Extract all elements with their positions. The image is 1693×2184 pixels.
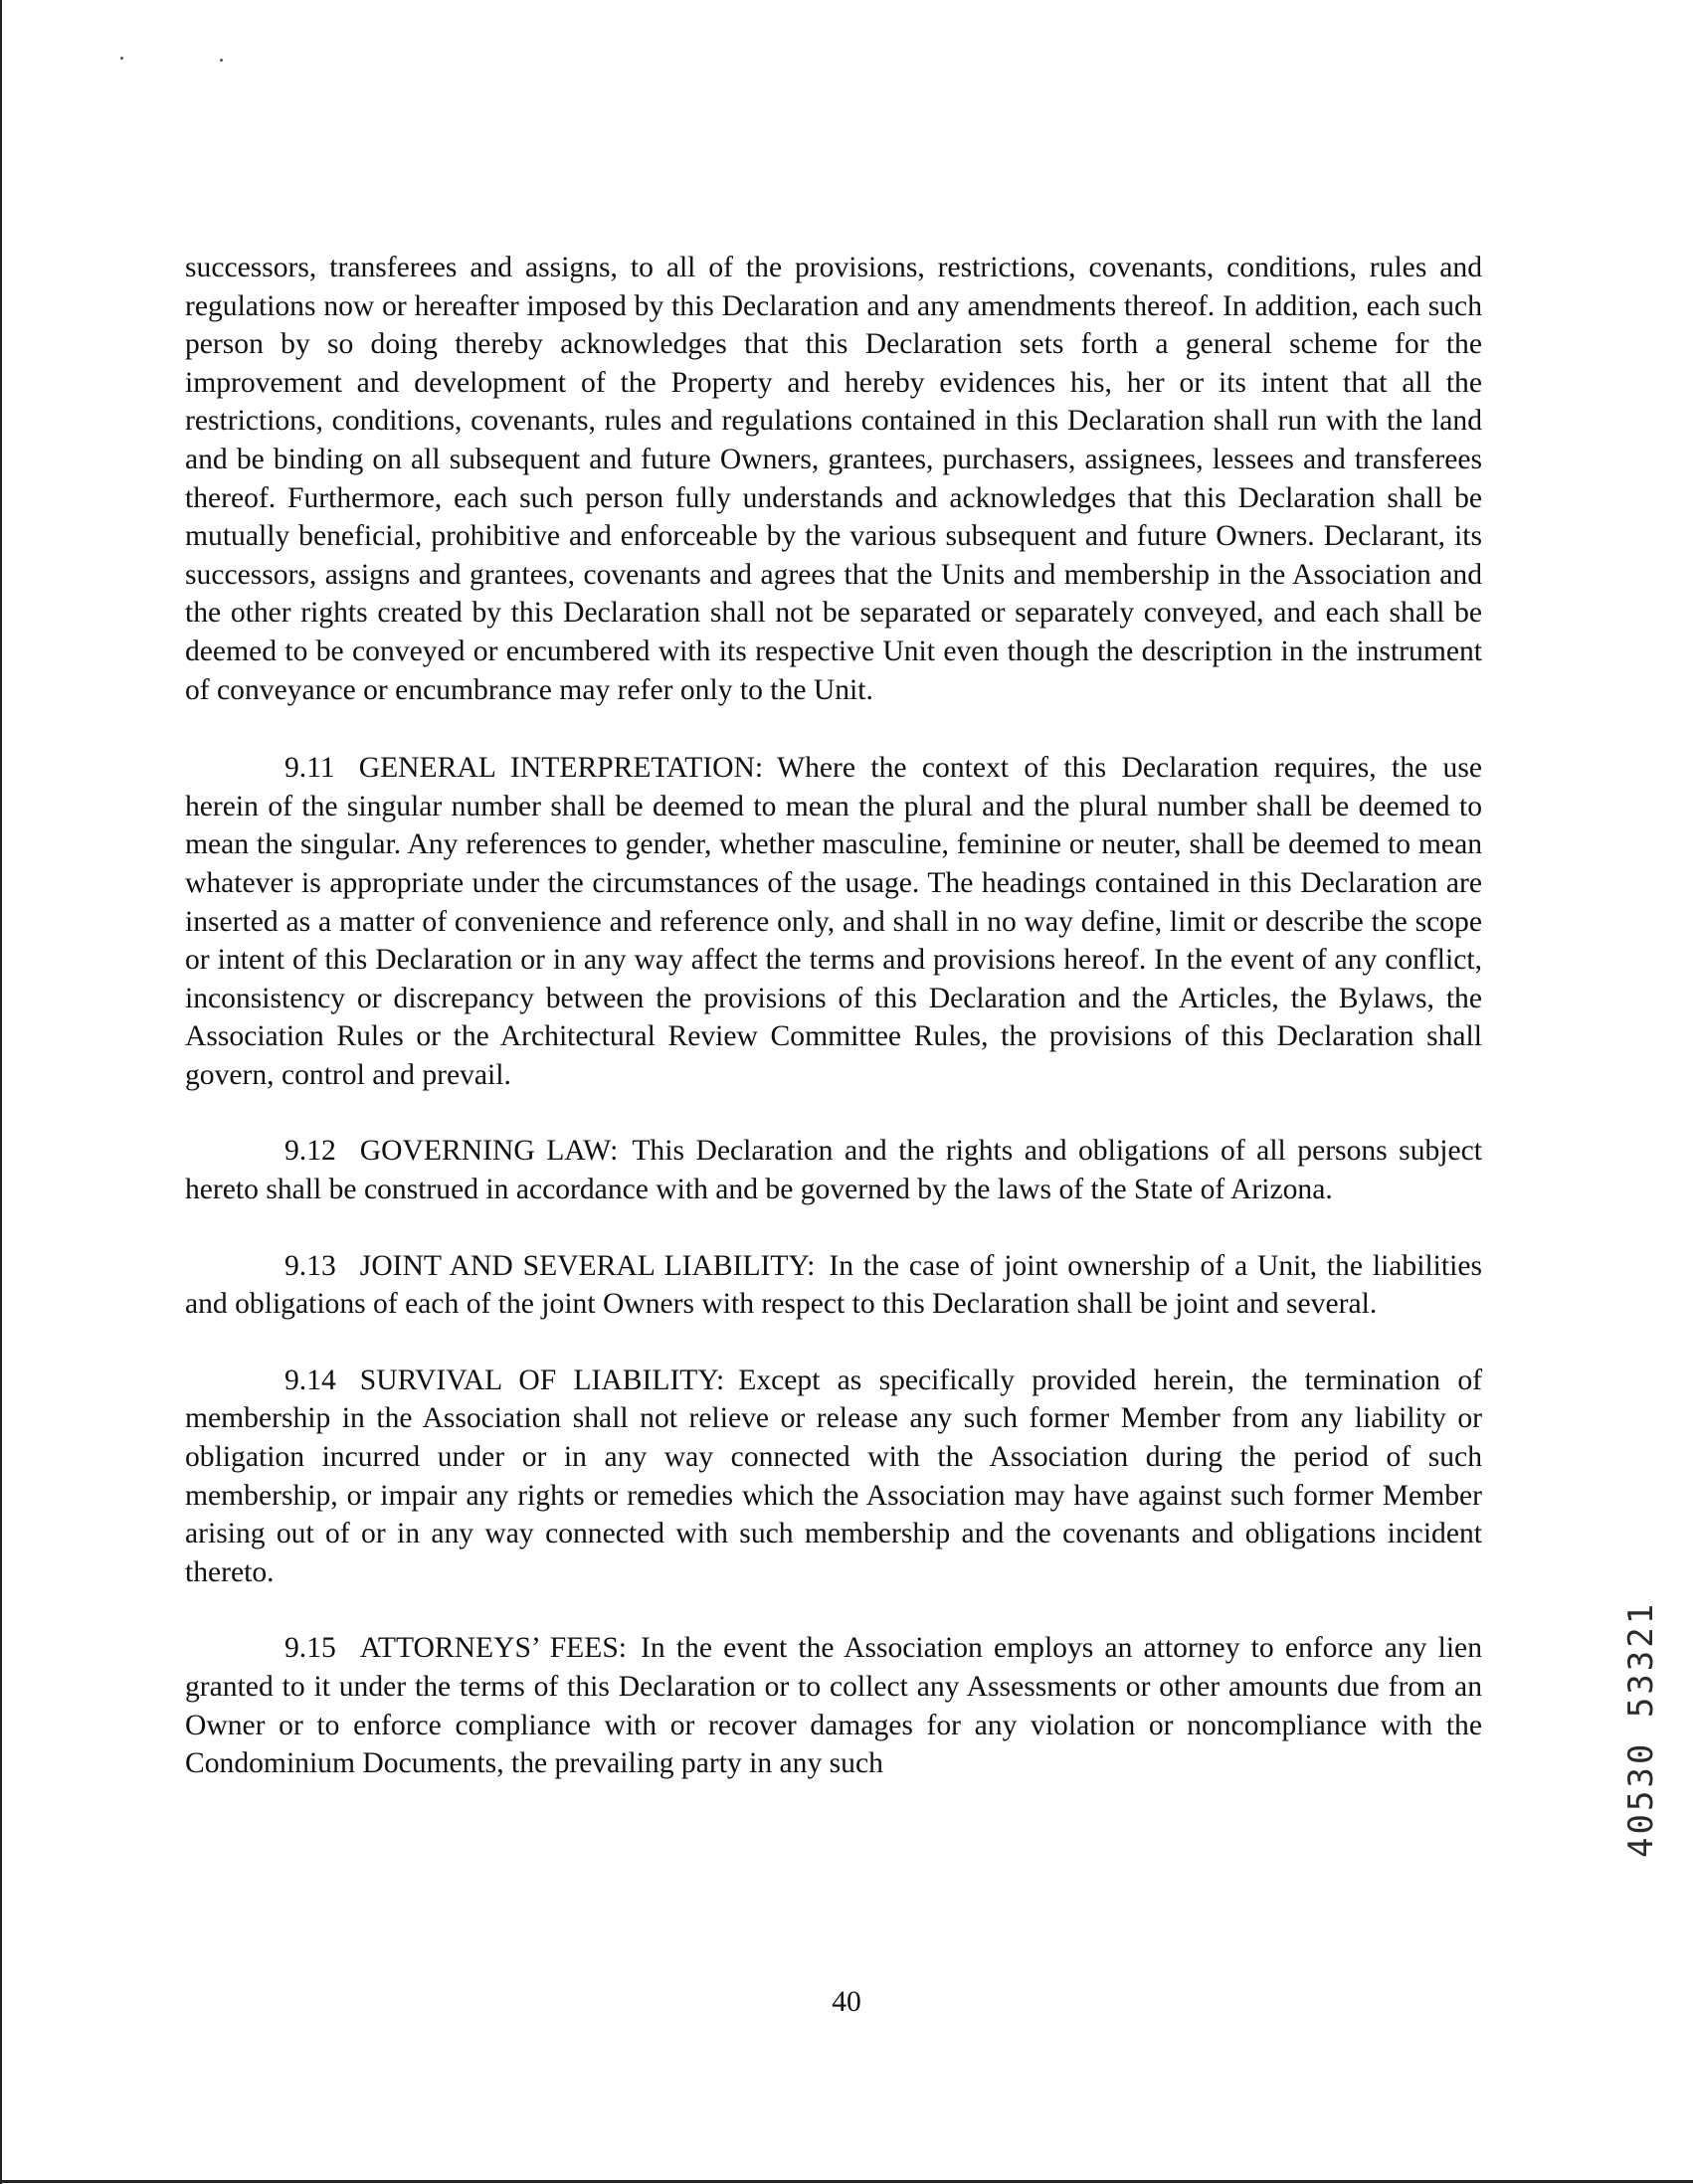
- paragraph-continuation: [185, 249, 1482, 709]
- section-text: In the event the Association employs an attorney to enforce any lien granted to it under the terms of this Declaration or to collect any Assessments or other amounts due from an Owner or to enforce compliance with or recover damages for any violation or noncompliance with the Condominium Documents, the prevailing party in any such: [185, 1632, 1482, 1780]
- section-heading: SURVIVAL OF LIABILITY:: [359, 1364, 725, 1396]
- section-9-15: [185, 1629, 1482, 1782]
- section-number: 9.12: [284, 1135, 336, 1168]
- section-9-12: [185, 1132, 1482, 1208]
- section-9-11: [185, 749, 1482, 1094]
- section-text: Where the context of this Declaration requires, the use herein of the singular number shall be deemed to mean the plural and the plural number shall be deemed to mean the singular. Any references to gender, whether masculine, feminine or neuter, shall be deemed to mean whatever is appropriate under the circumstances of the usage. The headings contained in this Declaration are inserted as a matter of convenience and reference only, and shall in no way define, limit or describe the scope or intent of this Declaration or in any way affect the terms and provisions hereof. In the event of any conflict, inconsistency or discrepancy between the provisions of this Declaration and the Articles, the Bylaws, the Association Rules or the Architectural Review Committee Rules, the provisions of this Declaration shall govern, control and prevail.: [185, 752, 1482, 1091]
- section-number: 9.13: [284, 1249, 336, 1282]
- section-number: 9.15: [284, 1632, 336, 1665]
- section-heading: ATTORNEYS’ FEES:: [359, 1632, 628, 1665]
- scan-edge-bottom: [0, 2180, 1693, 2183]
- section-text: In the case of joint ownership of a Unit, the liabilities and obligations of each of the joint Owners with respect to this Declaration shall be joint and several.: [185, 1249, 1482, 1321]
- section-text: Except as specifically provided herein, the termination of membership in the Association shall not relieve or release any such former Member from any liability or obligation incurred under or in any way connected with the Association during the period of such membership, or impair any rights or remedies which the Association may have against such former Member arising out of or in any way connected with such membership and the covenants and obligations incident thereto.: [185, 1364, 1482, 1588]
- section-9-13: [185, 1247, 1482, 1324]
- scan-speck: [120, 57, 123, 60]
- section-number: 9.11: [284, 752, 335, 785]
- section-number: 9.14: [284, 1364, 336, 1396]
- document-body: [185, 249, 1482, 1821]
- page-number: 40: [832, 1986, 861, 2018]
- recording-stamp: 40530 53321: [1621, 1600, 1661, 1858]
- scan-speck: [220, 59, 223, 62]
- section-heading: JOINT AND SEVERAL LIABILITY:: [359, 1249, 816, 1282]
- scan-edge-left: [0, 0, 2, 2184]
- section-9-14: [185, 1362, 1482, 1592]
- paragraph-text: successors, transferees and assigns, to all of the provisions, restrictions, covenants, conditions, rules and regulations now or hereafter imposed by this Declaration and any amendments thereof. In addition, each such person by so doing thereby acknowledges that this Declaration sets forth a general scheme for the improvement and development of the Property and hereby evidences his, her or its intent that all the restrictions, conditions, covenants, rules and regulations contained in this Declaration shall run with the land and be binding on all subsequent and future Owners, grantees, purchasers, assignees, lessees and transferees thereof. Furthermore, each such person fully understands and acknowledges that this Declaration shall be mutually beneficial, prohibitive and enforceable by the various subsequent and future Owners. Declarant, its successors, assigns and grantees, covenants and agrees that the Units and membership in the Association and the other rights created by this Declaration shall not be separated or separately conveyed, and each shall be deemed to be conveyed or encumbered with its respective Unit even though the description in the instrument of conveyance or encumbrance may refer only to the Unit.: [185, 252, 1482, 706]
- section-text: This Declaration and the rights and obligations of all persons subject hereto shall be construed in accordance with and be governed by the laws of the State of Arizona.: [185, 1135, 1483, 1206]
- section-heading: GOVERNING LAW:: [359, 1135, 619, 1168]
- section-heading: GENERAL INTERPRETATION:: [358, 752, 764, 785]
